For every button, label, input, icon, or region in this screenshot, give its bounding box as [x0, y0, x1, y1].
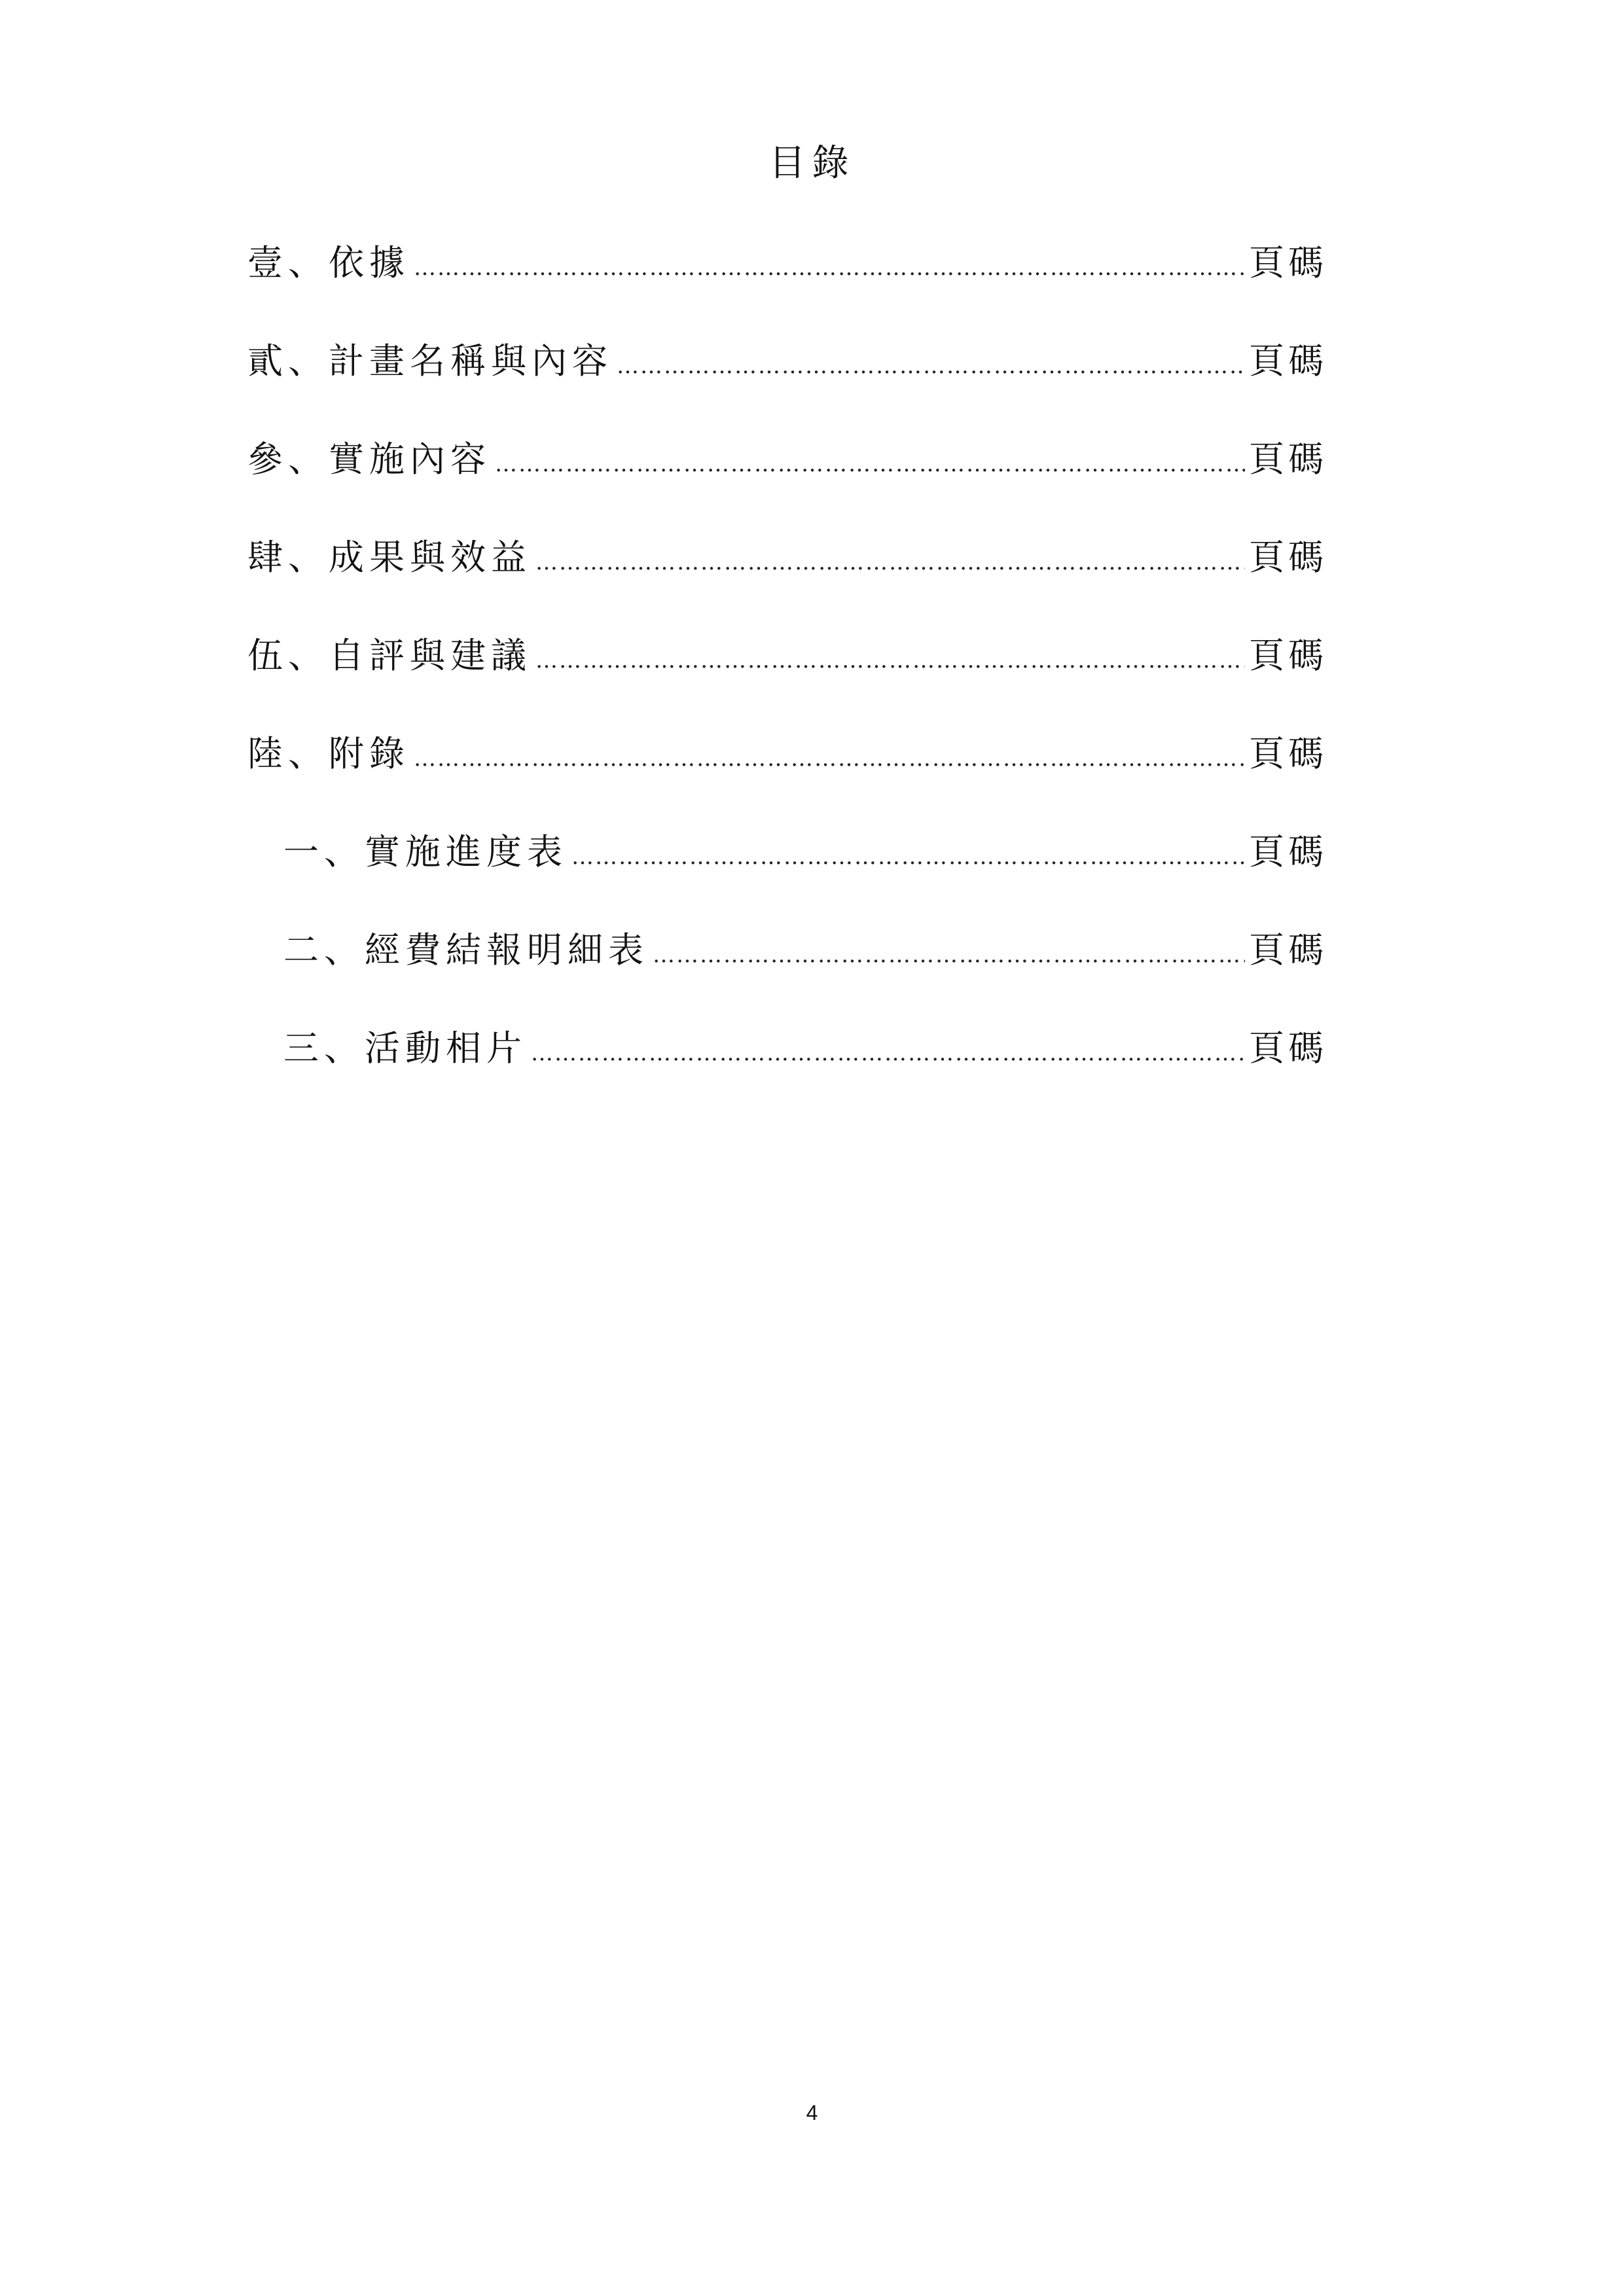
toc-entry: [247, 726, 1327, 781]
dot-leader: [571, 829, 1245, 884]
toc-page-label: 頁碼: [1249, 733, 1327, 774]
dot-leader: [414, 240, 1245, 295]
toc-entry-label: 三、活動相片: [283, 1028, 527, 1069]
toc-page-label: 頁碼: [1249, 439, 1327, 480]
toc-entry: [247, 628, 1327, 683]
toc-page-label: 頁碼: [1249, 831, 1327, 872]
toc-entry: [247, 334, 1327, 389]
dot-leader: [535, 535, 1245, 590]
dot-leader: [617, 338, 1245, 393]
toc-page-label: 頁碼: [1249, 1028, 1327, 1069]
toc-entry-label: 陸、附錄: [247, 733, 410, 774]
table-of-contents: [247, 236, 1327, 1119]
toc-entry: [247, 432, 1327, 487]
toc-subentry: [247, 1021, 1327, 1076]
toc-page-label: 頁碼: [1249, 242, 1327, 283]
toc-entry-label: 參、實施內容: [247, 439, 491, 480]
toc-entry: [247, 236, 1327, 291]
dot-leader: [653, 927, 1245, 982]
page-number: 4: [806, 2101, 818, 2125]
toc-subentry: [247, 923, 1327, 978]
toc-entry-label: 肆、成果與效益: [247, 537, 532, 578]
toc-title: 目錄: [768, 142, 856, 185]
toc-page-label: 頁碼: [1249, 537, 1327, 578]
dot-leader: [495, 437, 1245, 492]
toc-subentry: [247, 825, 1327, 880]
dot-leader: [531, 1026, 1245, 1081]
toc-page-label: 頁碼: [1249, 340, 1327, 382]
toc-entry-label: 壹、依據: [247, 242, 410, 283]
dot-leader: [414, 731, 1245, 786]
toc-entry-label: 貳、計畫名稱與內容: [247, 340, 613, 382]
toc-page-label: 頁碼: [1249, 929, 1327, 971]
toc-entry-label: 一、實施進度表: [283, 831, 568, 872]
toc-entry: [247, 530, 1327, 585]
toc-entry-label: 二、經費結報明細表: [283, 929, 649, 971]
toc-page-label: 頁碼: [1249, 635, 1327, 676]
dot-leader: [535, 633, 1245, 688]
toc-entry-label: 伍、自評與建議: [247, 635, 532, 676]
